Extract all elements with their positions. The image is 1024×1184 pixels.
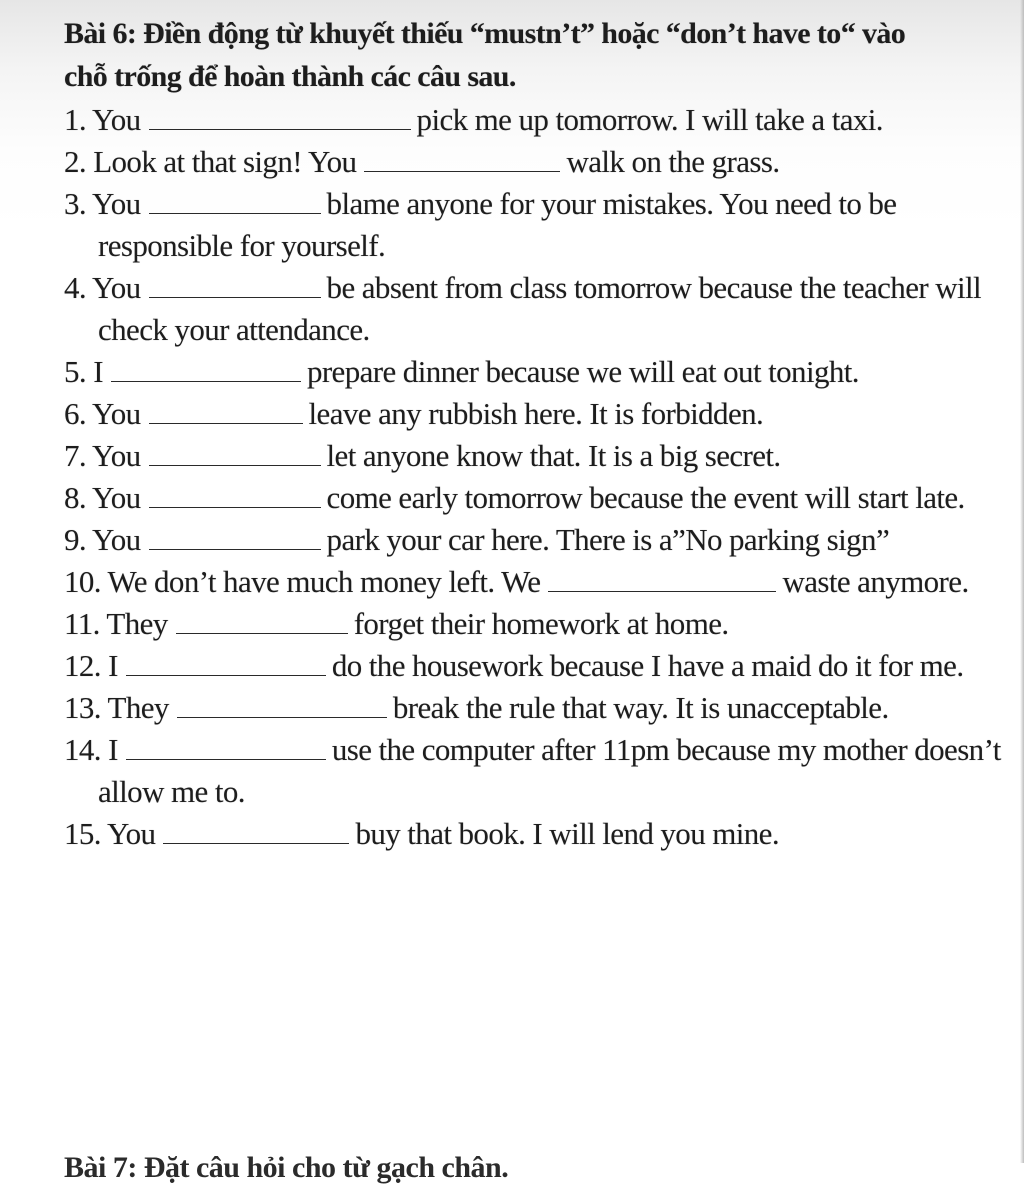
item-text-before: 7. You — [64, 438, 141, 473]
item-text-before: 13. They — [64, 690, 169, 725]
item-text-before: 9. You — [64, 522, 141, 557]
answer-blank[interactable] — [149, 485, 321, 508]
answer-blank[interactable] — [149, 107, 411, 130]
answer-blank[interactable] — [548, 569, 776, 592]
item-text-before: 15. You — [64, 816, 156, 851]
exercise-item-2 — [64, 141, 1004, 183]
item-text-after: blame anyone for your mistakes. You need to be responsible for yourself. — [98, 186, 897, 263]
exercise-item-7 — [64, 435, 1004, 477]
item-text-after: be absent from class tomorrow because the teacher will check your attendance. — [98, 270, 982, 347]
exercise-items — [64, 99, 1004, 855]
answer-blank[interactable] — [126, 653, 326, 676]
item-text-after: let anyone know that. It is a big secret. — [326, 438, 781, 473]
item-text-before: 4. You — [64, 270, 141, 305]
item-text-before: 1. You — [64, 102, 141, 137]
page-edge-shadow — [1020, 0, 1024, 1163]
answer-blank[interactable] — [111, 359, 301, 382]
exercise-item-15 — [64, 813, 1004, 855]
answer-blank[interactable] — [149, 527, 321, 550]
item-text-after: buy that book. I will lend you mine. — [355, 816, 779, 851]
exercise-item-8 — [64, 477, 1004, 519]
answer-blank[interactable] — [177, 695, 387, 718]
exercise-item-11 — [64, 603, 1004, 645]
item-text-after: use the computer after 11pm because my mother doesn’t allow me to. — [98, 732, 1001, 809]
item-text-after: leave any rubbish here. It is forbidden. — [308, 396, 764, 431]
item-text-after: do the housework because I have a maid do it for me. — [331, 648, 964, 683]
item-text-after: pick me up tomorrow. I will take a taxi. — [416, 102, 883, 137]
item-text-before: 14. I — [64, 732, 118, 767]
item-text-after: break the rule that way. It is unacceptable. — [392, 690, 889, 725]
item-text-after: prepare dinner because we will eat out tonight. — [306, 354, 859, 389]
answer-blank[interactable] — [149, 401, 303, 424]
exercise-item-12 — [64, 645, 1004, 687]
answer-blank[interactable] — [149, 191, 321, 214]
answer-blank[interactable] — [163, 821, 349, 844]
exercise-item-13 — [64, 687, 1004, 729]
exercise-item-9 — [64, 519, 1004, 561]
answer-blank[interactable] — [126, 737, 326, 760]
item-text-after: park your car here. There is a”No parking sign” — [326, 522, 890, 557]
item-text-after: walk on the grass. — [566, 144, 780, 179]
exercise-heading: Bài 6: Điền động từ khuyết thiếu “mustn’t” hoặc “don’t have to“ vào chỗ trống để hoàn thành các câu sau. — [64, 17, 906, 93]
exercise-item-10 — [64, 561, 1004, 603]
exercise-item-14 — [64, 729, 1004, 813]
item-text-after: come early tomorrow because the event will start late. — [326, 480, 965, 515]
answer-blank[interactable] — [149, 275, 321, 298]
item-text-after: forget their homework at home. — [353, 606, 729, 641]
item-text-before: 6. You — [64, 396, 141, 431]
item-text-before: 8. You — [64, 480, 141, 515]
item-text-after: waste anymore. — [782, 564, 969, 599]
exercise-item-3 — [64, 183, 1004, 267]
next-exercise-heading-cut: Bài 7: Đặt câu hỏi cho từ gạch chân. — [64, 1151, 509, 1184]
item-text-before: 11. They — [64, 606, 168, 641]
answer-blank[interactable] — [364, 149, 560, 172]
item-text-before: 3. You — [64, 186, 141, 221]
exercise-item-1 — [64, 99, 1004, 141]
exercise-item-4 — [64, 267, 1004, 351]
item-text-before: 10. We don’t have much money left. We — [64, 564, 541, 599]
answer-blank[interactable] — [149, 443, 321, 466]
item-text-before: 12. I — [64, 648, 118, 683]
item-text-before: 5. I — [64, 354, 103, 389]
exercise-document — [64, 12, 1004, 855]
item-text-before: 2. Look at that sign! You — [64, 144, 357, 179]
exercise-item-5 — [64, 351, 1004, 393]
answer-blank[interactable] — [176, 611, 348, 634]
exercise-item-6 — [64, 393, 1004, 435]
